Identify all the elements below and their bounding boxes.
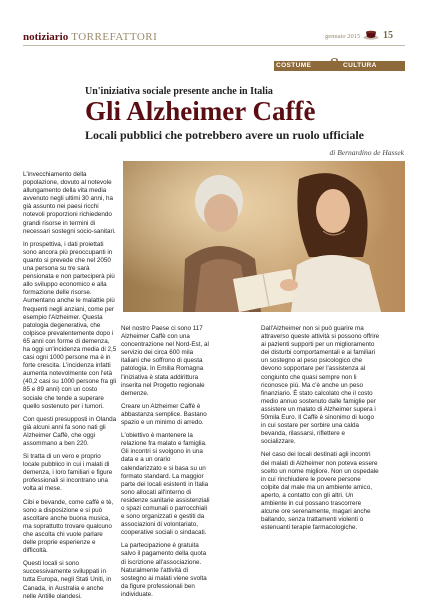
paragraph: Con questi presupposti in Olanda già alcuni anni fa sono nati gli Alzheimer Caffè, che oggi assommano a ben 220. <box>23 415 117 447</box>
section-label-cultura: CULTURA <box>343 62 377 69</box>
paragraph: L'invecchiamento della popolazione, dovuto al notevole allungamento della vita media avvenuto negli ultimi 30 anni, ha già assunto nei paesi ricchi notevoli proporzioni richiedendo grandi risorse in termini di necessari sostegni socio-sanitari. <box>23 171 116 235</box>
article-title: Gli Alzheimer Caffè <box>85 96 316 126</box>
page-number: 15 <box>383 30 393 41</box>
text-column-1 <box>23 171 117 606</box>
paragraph: Si tratta di un vero e proprio locale pubblico in cui i malati di demenza, i loro familiari e figure professionali si incontrano una volta al mese. <box>23 453 113 493</box>
article-photo <box>123 161 405 312</box>
coffee-cup-icon <box>363 30 379 40</box>
paragraph: In prospettiva, i dati proiettati sono ancora più preoccupanti in quanto si prevede che nel 2050 una persona su tre sarà pensionata e non parteciperà più allo sviluppo economico e alla formazione delle risorse. Aumentano anche le malattie più frequenti negli anziani, come per esempio l'Alzheimer. Questa patologia degenerativa, che colpisce prevalentemente dopo i 65 anni con forme di demenza, ha oggi un'incidenza media di 2,5 casi ogni 1000 persone ma è in forte crescita. L'incidenza infatti aumenta notevolmente con l'età (40,2 casi su 1000 persone fra gli 85 e 89 anni) con un costo sociale che tende a superare quello sostenuto per i tumori. <box>23 240 117 410</box>
paragraph: Creare un Alzheimer Caffè è abbastanza semplice. Bastano spazio e un minimo di arredo. <box>121 402 207 427</box>
header-rule <box>23 45 405 46</box>
magazine-masthead <box>23 31 157 43</box>
section-ampersand: & <box>327 54 343 76</box>
article-byline: di Bernardino de Hassek <box>329 148 404 157</box>
paragraph: Cibi e bevande, come caffè e tè, sono a disposizione e si può ascoltare anche buona musica, ma soprattutto trovare qualcuno che ascolta chi vuole parlare delle proprie esperienze e difficoltà. <box>23 498 114 555</box>
masthead-main: notiziario <box>23 31 69 43</box>
text-column-2 <box>121 325 212 604</box>
paragraph: La partecipazione è gratuita salvo il pagamento della quota di iscrizione all'associazione. Naturalmente l'attività di sostegno ai malati viene svolta da figure professionali ben individuate. <box>121 542 207 598</box>
article-subtitle: Locali pubblici che potrebbero avere un ruolo ufficiale <box>85 128 364 142</box>
section-label-costume: COSTUME <box>276 62 312 69</box>
paragraph: Nel nostro Paese ci sono 117 Alzheimer Caffè con una concentrazione nel Nord-Est, al servizio dei circa 600 mila italiani che soffrono di questa patologia. In Emilia Romagna l'iniziativa è stata addirittura inserita nel Progetto regionale demenze. <box>121 325 209 397</box>
paragraph: Dall'Alzheimer non si può guarire ma attraverso queste attività si possono offrire ai pazienti supporti per un miglioramento dei disturbi comportamentali e ai familiari un sostegno al peso psicologico che devono sopportare per l'assistenza al congiunto che quasi sempre non li riconosce più. Ma c'è anche un peso finanziario. È stato calcolato che il costo medio annuo sostenuto dalle famiglie per assistere un malato di Alzheimer supera i 50mila Euro. Il Caffè è sinonimo di luogo in cui sostare per sorbire una calda bevanda, rilassarsi, riflettere e socializzare. <box>261 325 380 446</box>
issue-date: gennaio 2015 <box>325 33 361 40</box>
article-kicker: Un'iniziativa sociale presente anche in Italia <box>85 86 273 97</box>
paragraph: L'obiettivo è mantenere la relazione fra malato e famiglia. Gli incontri si svolgono in una data e a un orario calendarizzato e si basa su un formato standard. La maggior parte dei locali esistenti in Italia sono allocati all'interno di residenze sanitarie assistenziali o spazi comunali o parrocchiali e sono organizzati e gestiti da associazioni di volontariato, cooperative sociali o sindacati. <box>121 432 210 537</box>
paragraph: Questi locali si sono successivamente sviluppati in tutta Europa, negli Stati Uniti, in Canada, in Australia e anche nelle Antille olandesi. <box>23 560 112 600</box>
masthead-sub: TORREFATTORI <box>71 31 158 43</box>
paragraph: Nel caso dei locali destinati agli incontri dei malati di Alzheimer non poteva essere scelto un nome migliore. Non un ospedale in cui rinchiudere le povere persone colpite dal male ma un ambiente amico, aperto, a contatto con gli altri. Un ambiente in cui possano trascorrere alcune ore serenamente, magari anche ballando, senza trattamenti violenti o estenuanti terapie farmacologiche. <box>261 451 379 532</box>
text-column-3 <box>261 325 380 537</box>
